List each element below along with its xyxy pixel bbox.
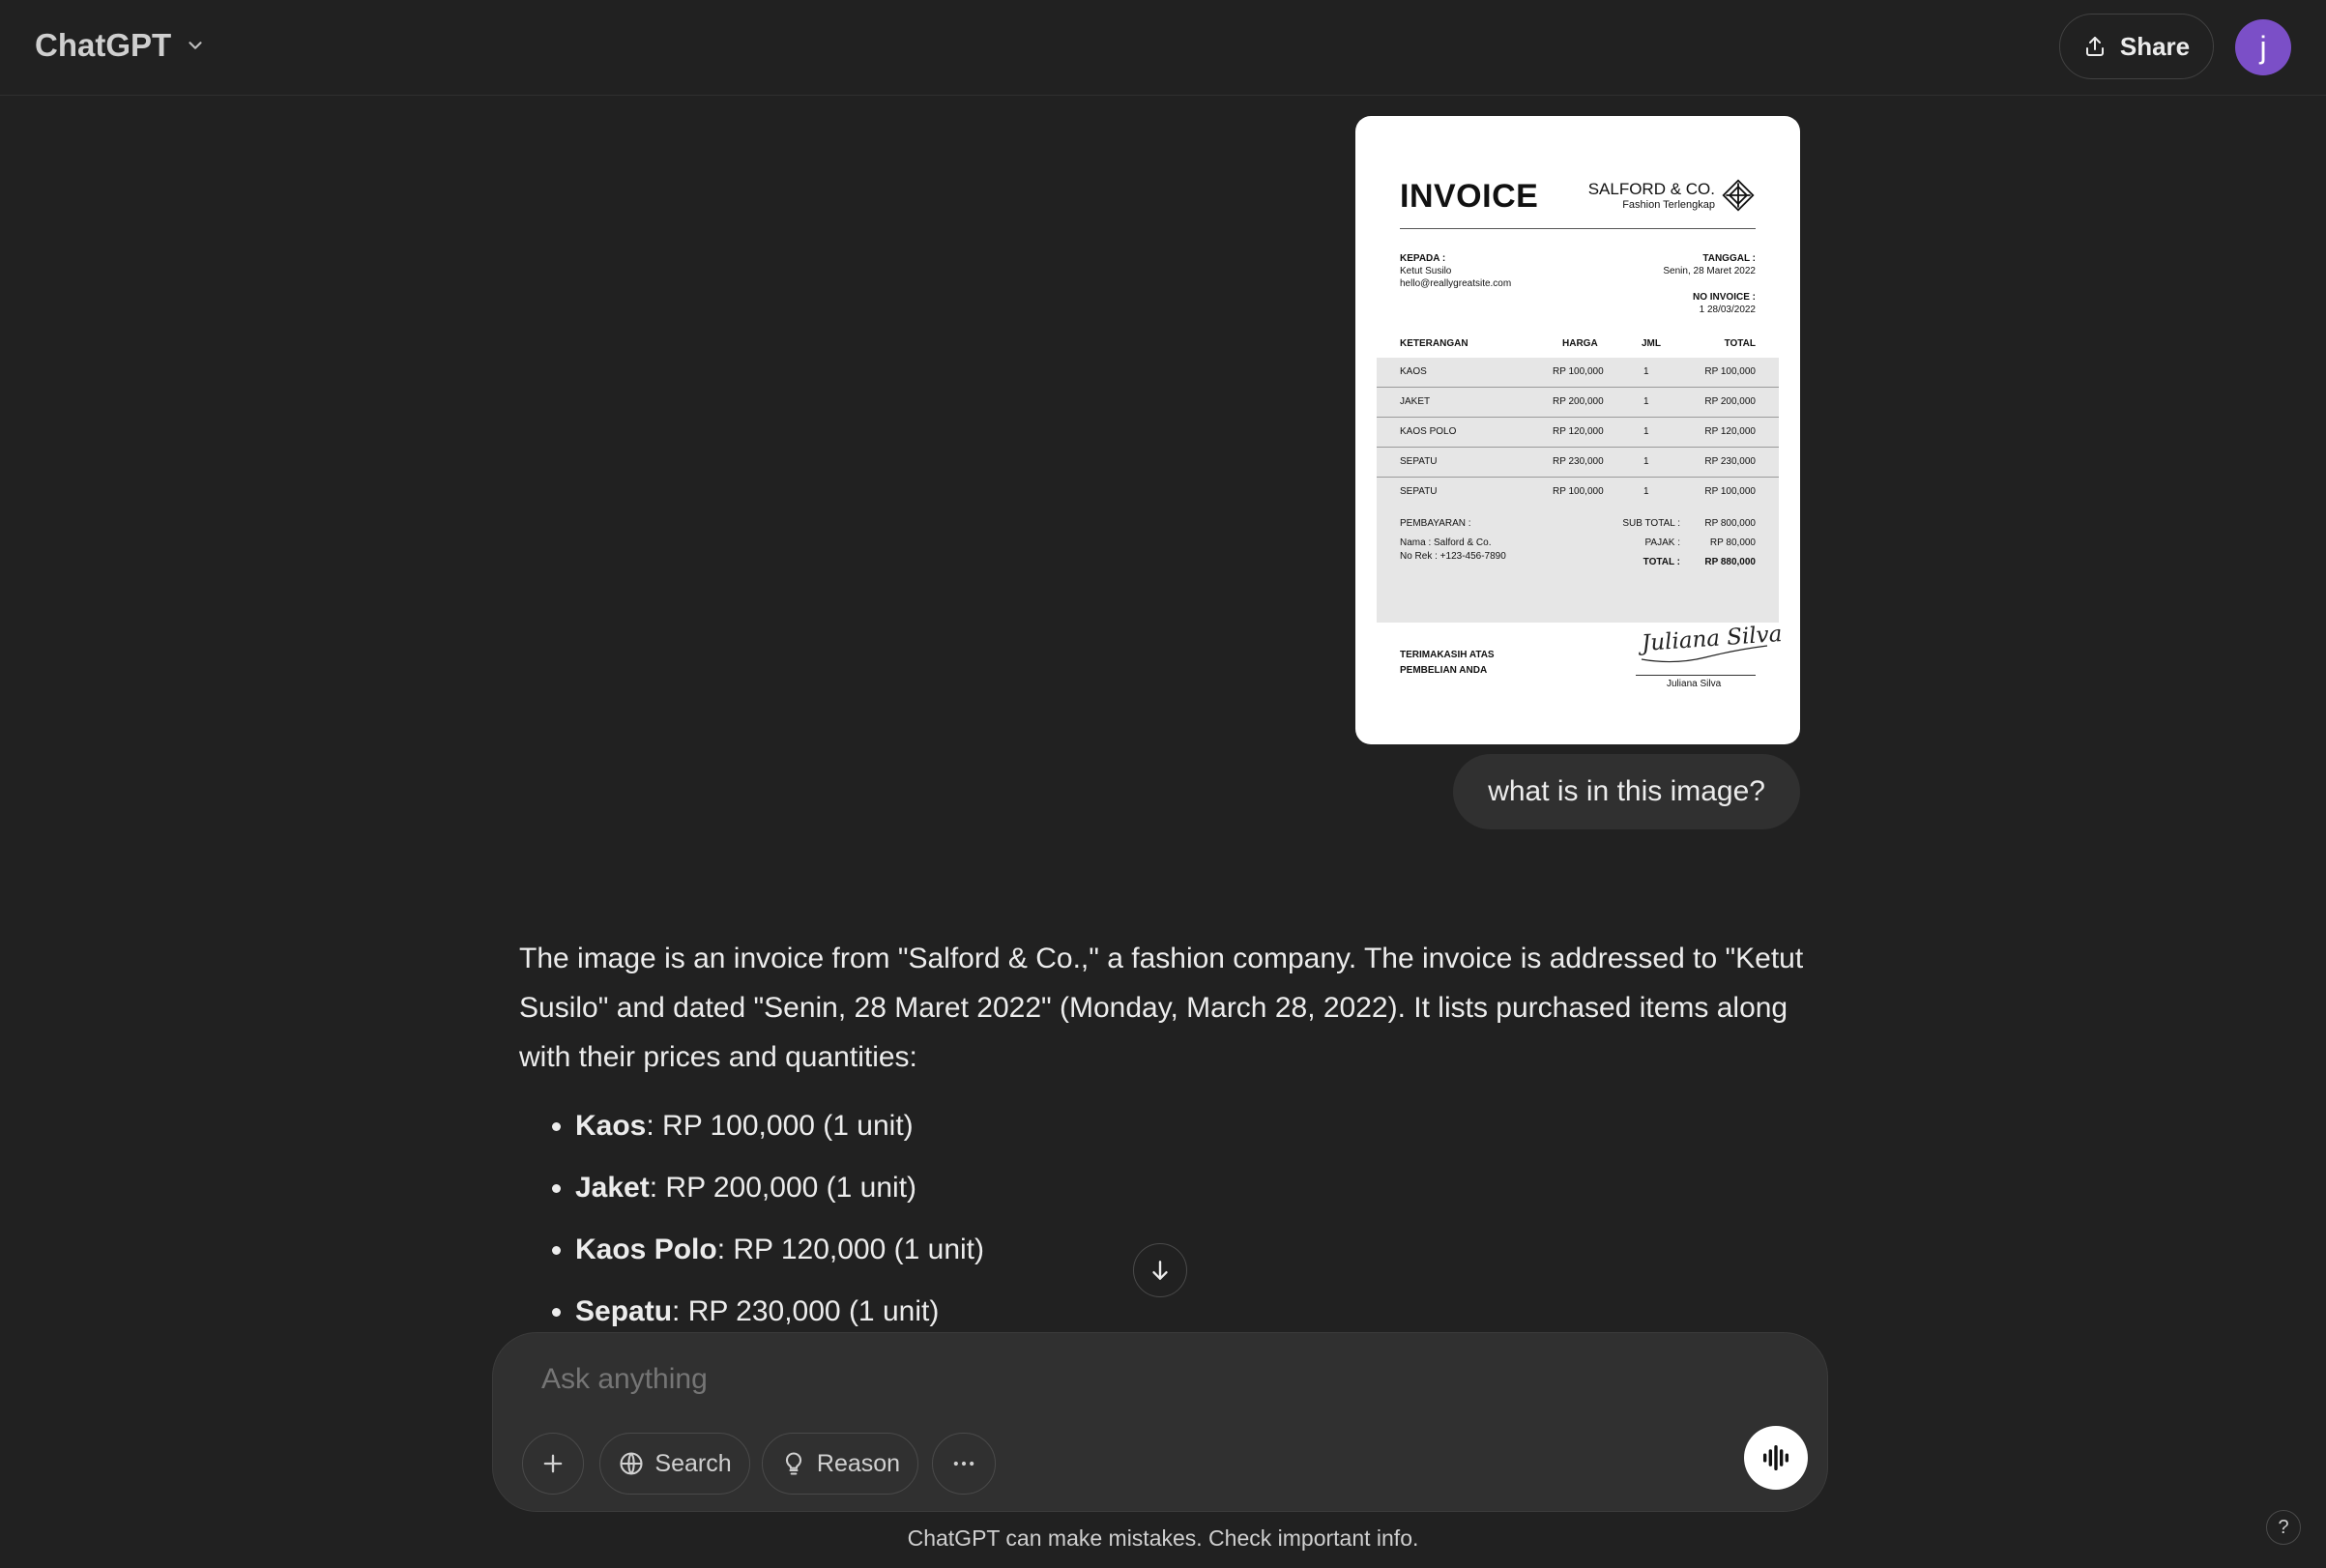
add-attachment-button[interactable] xyxy=(522,1433,584,1495)
voice-mode-button[interactable] xyxy=(1744,1426,1808,1490)
payment-name: Nama : Salford & Co. xyxy=(1400,537,1492,548)
payment-account: No Rek : +123-456-7890 xyxy=(1400,551,1506,562)
table-row: JAKET RP 200,000 1 RP 200,000 xyxy=(1377,388,1779,418)
divider xyxy=(1400,228,1756,229)
table-row: SEPATU RP 230,000 1 RP 230,000 xyxy=(1377,448,1779,478)
signer-name: Juliana Silva xyxy=(1667,679,1722,689)
col-total: TOTAL xyxy=(1724,338,1756,349)
total-label: TOTAL : xyxy=(1643,557,1680,567)
arrow-down-icon xyxy=(1148,1258,1173,1283)
table-row: KAOS POLO RP 120,000 1 RP 120,000 xyxy=(1377,418,1779,448)
reason-label: Reason xyxy=(816,1449,901,1477)
invoice-number: 1 28/03/2022 xyxy=(1699,305,1756,315)
customer-name: Ketut Susilo xyxy=(1400,266,1452,276)
prompt-input[interactable] xyxy=(539,1362,1703,1397)
more-tools-button[interactable] xyxy=(932,1433,996,1495)
share-upload-icon xyxy=(2083,35,2107,58)
invoice-date: Senin, 28 Maret 2022 xyxy=(1663,266,1756,276)
ellipsis-icon xyxy=(950,1450,977,1477)
globe-icon xyxy=(618,1450,645,1477)
app-title: ChatGPT xyxy=(35,27,172,63)
list-item: • Jaket: RP 200,000 (1 unit) xyxy=(575,1157,1815,1219)
invoice-tagline: Fashion Terlengkap xyxy=(1622,199,1715,211)
share-button[interactable] xyxy=(2059,14,2214,79)
voice-waveform-icon xyxy=(1759,1441,1792,1474)
col-keterangan: KETERANGAN xyxy=(1400,338,1468,349)
tax-label: PAJAK : xyxy=(1644,537,1680,548)
subtotal-label: SUB TOTAL : xyxy=(1622,518,1680,529)
tanggal-label: TANGGAL : xyxy=(1702,253,1756,264)
total-value: RP 880,000 xyxy=(1704,557,1756,567)
thanks-line-1: TERIMAKASIH ATAS xyxy=(1400,650,1495,660)
invoice-title: INVOICE xyxy=(1400,178,1539,215)
no-invoice-label: NO INVOICE : xyxy=(1692,292,1756,303)
chevron-down-icon xyxy=(185,35,206,56)
signature xyxy=(1636,619,1784,677)
thanks-line-2: PEMBELIAN ANDA xyxy=(1400,665,1488,676)
lightbulb-icon xyxy=(780,1450,807,1477)
company-logo-icon xyxy=(1721,178,1756,213)
signature-line xyxy=(1636,675,1756,676)
user-message: what is in this image? xyxy=(1453,754,1800,829)
invoice-items xyxy=(1377,358,1779,623)
disclaimer: ChatGPT can make mistakes. Check important info. xyxy=(907,1525,1419,1551)
scroll-to-bottom-button[interactable] xyxy=(1133,1243,1187,1297)
list-item: • Kaos Polo: RP 120,000 (1 unit) xyxy=(575,1219,1815,1281)
avatar[interactable]: j xyxy=(2235,19,2291,75)
table-row: KAOS RP 100,000 1 RP 100,000 xyxy=(1377,358,1779,388)
invoice-company: SALFORD & CO. xyxy=(1587,180,1715,198)
col-jml: JML xyxy=(1642,338,1661,349)
signature-stroke-icon xyxy=(1636,619,1771,677)
search-label: Search xyxy=(654,1449,732,1477)
composer xyxy=(492,1332,1828,1512)
search-button[interactable] xyxy=(599,1433,750,1495)
list-item: • Kaos: RP 100,000 (1 unit) xyxy=(575,1095,1815,1157)
assistant-intro: The image is an invoice from "Salford & Co.," a fashion company. The invoice is addressed to "Ketut Susilo" and dated "Senin, 28 Maret 2022" (Monday, March 28, 2022). It lists purchased items along with their prices and quantities: xyxy=(519,943,1804,1073)
model-selector[interactable] xyxy=(35,27,206,64)
payment-label: PEMBAYARAN : xyxy=(1400,518,1471,529)
table-row: SEPATU RP 100,000 1 RP 100,000 xyxy=(1400,486,1756,497)
signature-script: Juliana Silva xyxy=(1641,621,1784,657)
share-label: Share xyxy=(2119,31,2191,61)
plus-icon xyxy=(539,1450,567,1477)
uploaded-invoice-image[interactable] xyxy=(1355,116,1800,744)
tax-value: RP 80,000 xyxy=(1709,537,1756,548)
customer-email: hello@reallygreatsite.com xyxy=(1400,278,1512,289)
subtotal-value: RP 800,000 xyxy=(1704,518,1756,529)
list-item: • Sepatu: RP 230,000 (1 unit) xyxy=(575,1281,1815,1343)
help-button[interactable]: ? xyxy=(2266,1510,2301,1545)
top-bar xyxy=(0,0,2326,96)
reason-button[interactable] xyxy=(762,1433,918,1495)
col-harga: HARGA xyxy=(1562,338,1598,349)
kepada-label: KEPADA : xyxy=(1400,253,1446,264)
item-list xyxy=(519,1095,1815,1343)
